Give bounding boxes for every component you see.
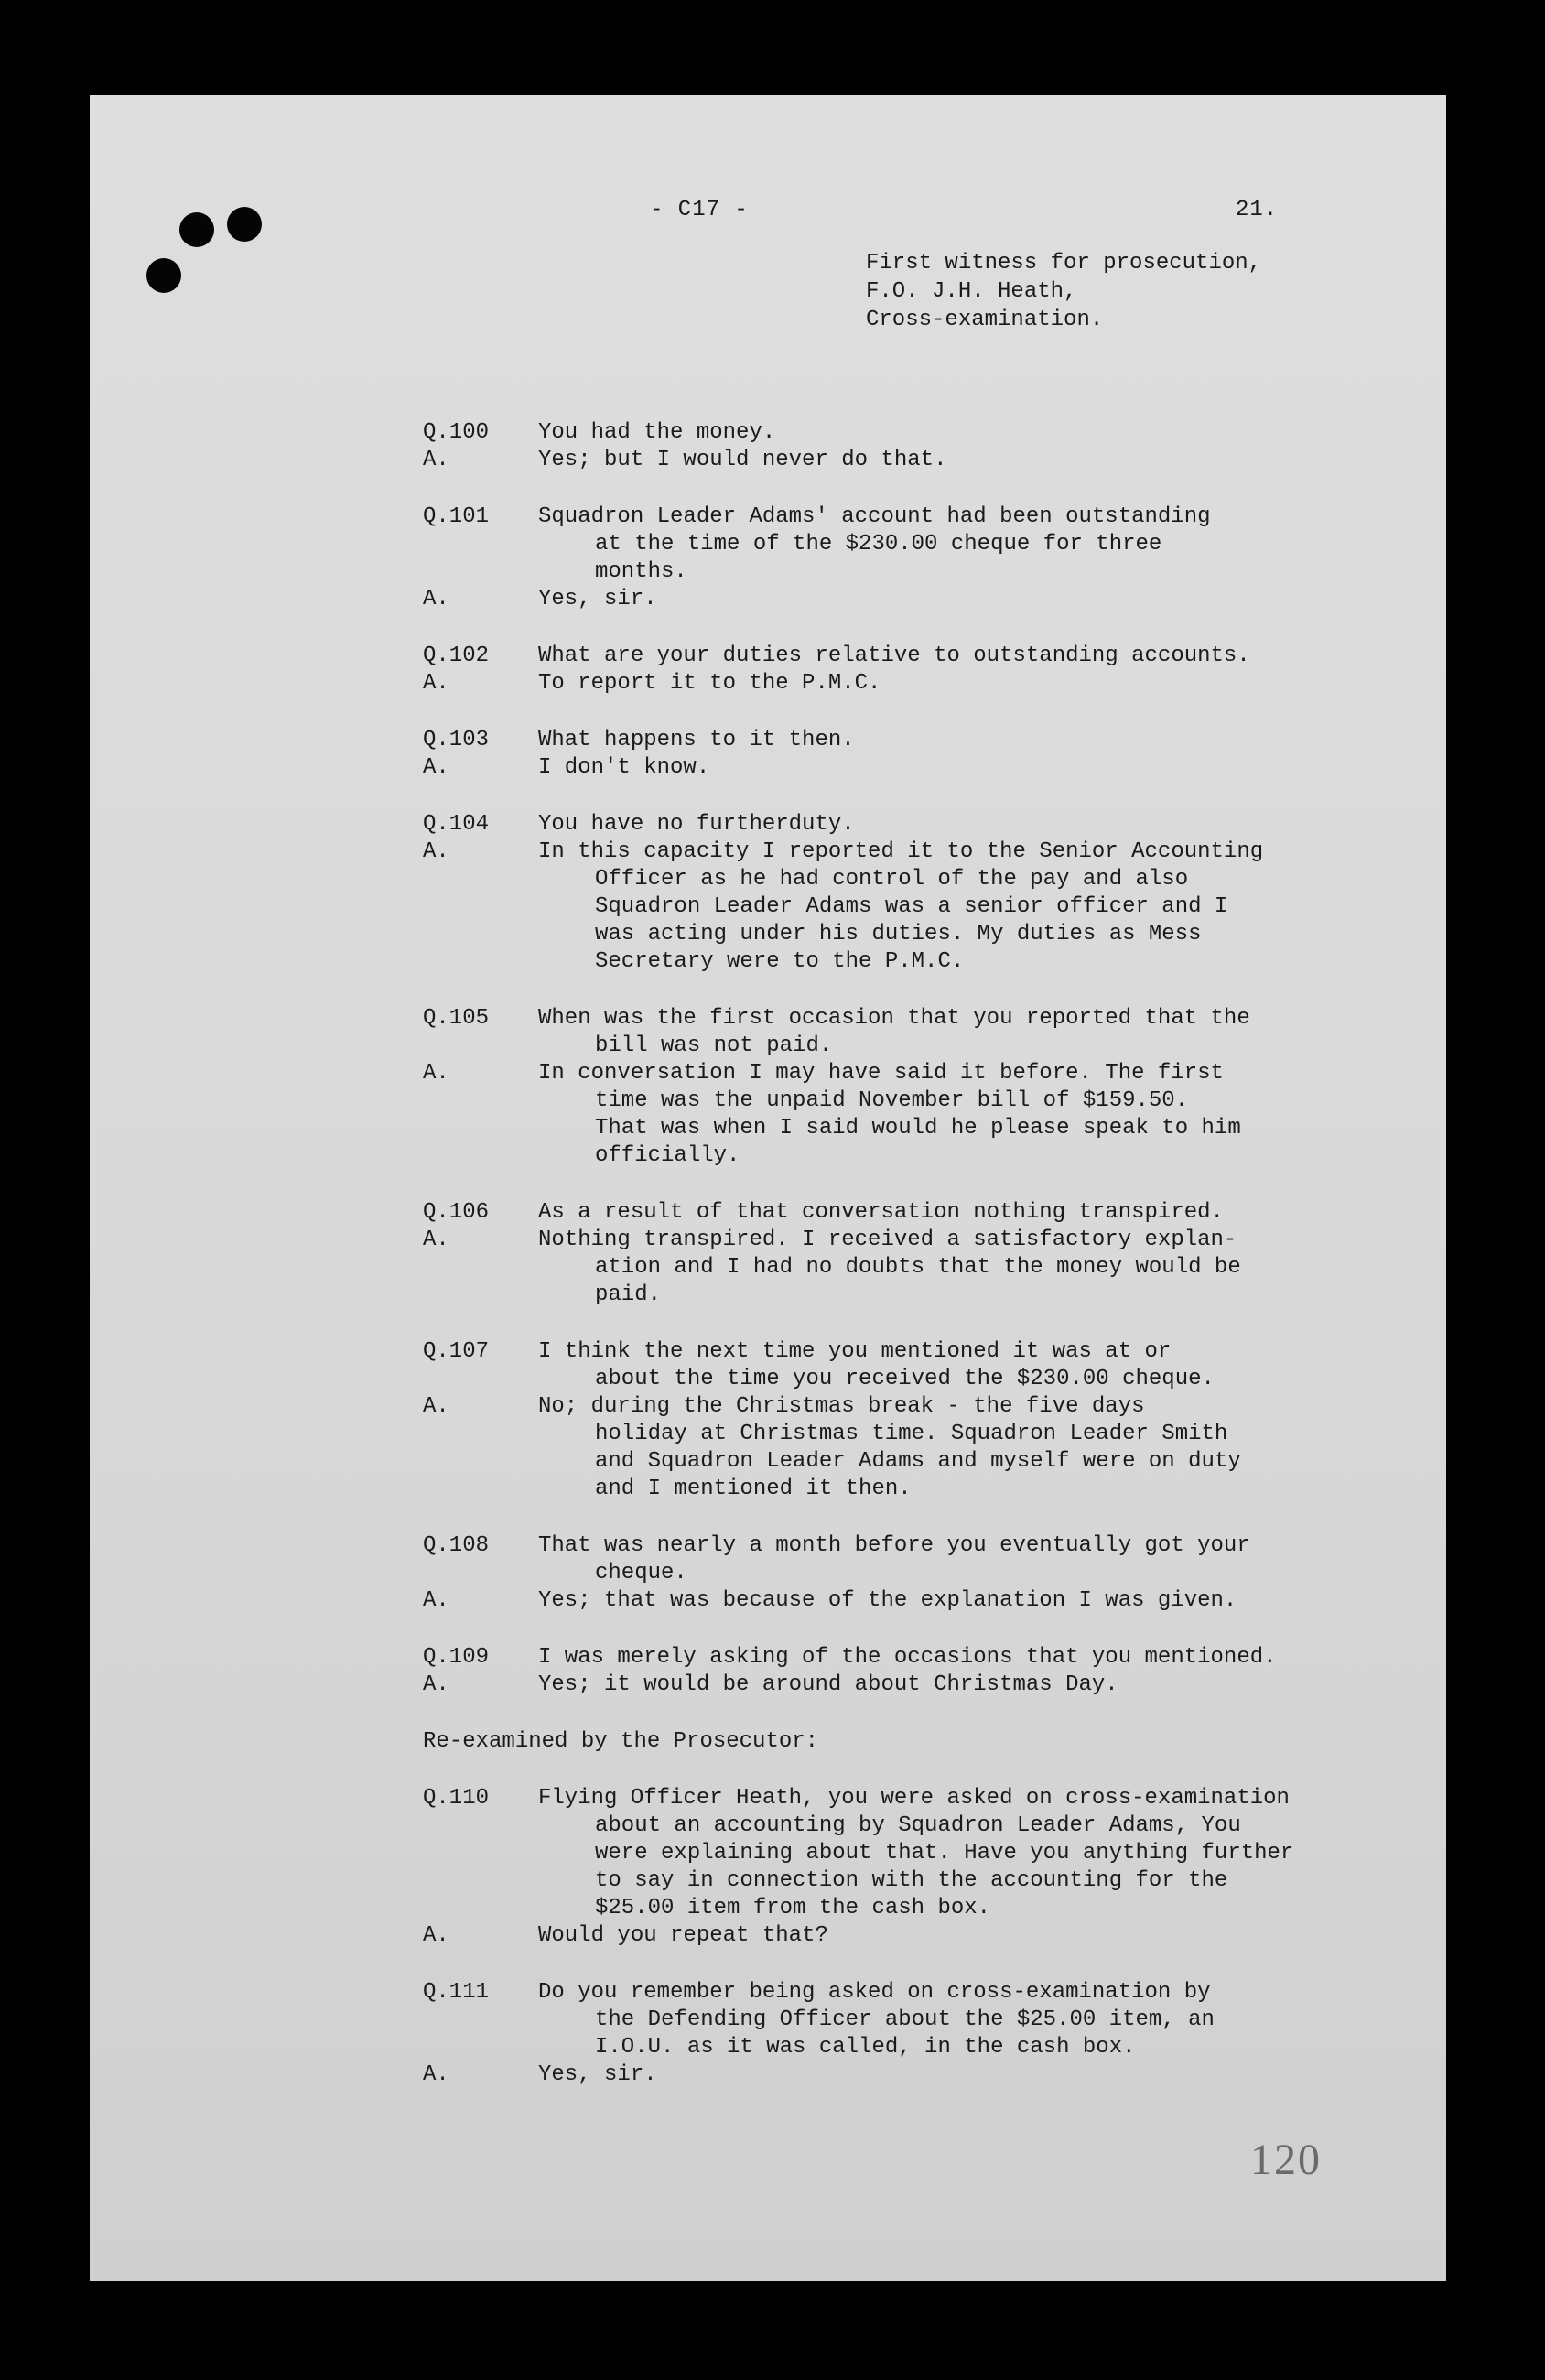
question-line (423, 2034, 1384, 2061)
question-text: You had the money. (538, 420, 776, 445)
answer-line (423, 1587, 1384, 1615)
answer-text: Yes; but I would never do that. (538, 448, 947, 472)
question-text: the Defending Officer about the $25.00 item, an (595, 2007, 1215, 2032)
question-number: Q.101 (423, 504, 490, 529)
answer-label: A. (423, 1923, 449, 1948)
witness-line: Cross-examination. (866, 308, 1104, 332)
answer-label: A. (423, 587, 449, 611)
question-text: I think the next time you mentioned it was at or (538, 1339, 1172, 1364)
question-line (423, 1644, 1384, 1671)
qa-block (423, 503, 1384, 613)
question-line (423, 1867, 1384, 1895)
answer-line (423, 670, 1384, 698)
answer-line (423, 1393, 1384, 1421)
question-text: I was merely asking of the occasions that you mentioned. (538, 1645, 1277, 1670)
question-text: cheque. (595, 1561, 687, 1585)
question-number: Q.102 (423, 644, 490, 668)
question-line (423, 2007, 1384, 2034)
witness-info (866, 249, 1261, 334)
question-text: bill was not paid. (595, 1033, 833, 1058)
question-text: When was the first occasion that you reported that the (538, 1006, 1250, 1031)
transcript-body (423, 419, 1384, 2118)
section-heading: Re-examined by the Prosecutor: (423, 1729, 819, 1754)
question-number: Q.103 (423, 728, 490, 752)
answer-label: A. (423, 755, 449, 780)
question-text: Do you remember being asked on cross-examination by (538, 1980, 1211, 2005)
answer-text: Squadron Leader Adams was a senior officer and I (595, 894, 1228, 919)
answer-text: and Squadron Leader Adams and myself were on duty (595, 1449, 1241, 1474)
question-line (423, 1812, 1384, 1840)
question-line (423, 1560, 1384, 1587)
answer-line (423, 586, 1384, 613)
answer-text: Nothing transpired. I received a satisfactory explan- (538, 1228, 1237, 1252)
answer-line (423, 838, 1384, 866)
qa-block (423, 419, 1384, 474)
answer-text: Would you repeat that? (538, 1923, 828, 1948)
answer-text: In conversation I may have said it before. The first (538, 1061, 1224, 1086)
answer-text: Yes, sir. (538, 2062, 657, 2087)
question-line (423, 531, 1384, 558)
answer-line (423, 1060, 1384, 1087)
question-line (423, 811, 1384, 838)
answer-line (423, 1476, 1384, 1503)
question-line (423, 643, 1384, 670)
answer-text: ation and I had no doubts that the money would be (595, 1255, 1241, 1280)
document-page (90, 95, 1446, 2281)
answer-line (423, 1227, 1384, 1254)
qa-block (423, 1785, 1384, 1950)
answer-text: Yes, sir. (538, 587, 657, 611)
answer-text: officially. (595, 1143, 740, 1168)
answer-line (423, 866, 1384, 893)
question-text: at the time of the $230.00 cheque for three (595, 532, 1162, 557)
answer-line (423, 2061, 1384, 2089)
question-text: months. (595, 559, 687, 584)
question-line (423, 1895, 1384, 1922)
question-number: Q.100 (423, 420, 490, 445)
answer-line (423, 1142, 1384, 1170)
question-text: What are your duties relative to outstanding accounts. (538, 644, 1250, 668)
answer-line (423, 948, 1384, 976)
question-number: Q.111 (423, 1980, 490, 2005)
question-line (423, 1785, 1384, 1812)
qa-block (423, 1005, 1384, 1170)
question-number: Q.108 (423, 1533, 490, 1558)
qa-block (423, 1199, 1384, 1309)
question-text: That was nearly a month before you eventually got your (538, 1533, 1250, 1558)
question-text: As a result of that conversation nothing transpired. (538, 1200, 1224, 1225)
answer-line (423, 1254, 1384, 1282)
question-text: $25.00 item from the cash box. (595, 1896, 991, 1920)
question-line (423, 503, 1384, 531)
answer-text: No; during the Christmas break - the five days (538, 1394, 1145, 1419)
page-stamp: 120 (1250, 2136, 1322, 2184)
question-line (423, 1033, 1384, 1060)
question-number: Q.107 (423, 1339, 490, 1364)
question-text: about an accounting by Squadron Leader Adams, You (595, 1813, 1241, 1838)
qa-block (423, 643, 1384, 698)
answer-text: and I mentioned it then. (595, 1477, 912, 1501)
answer-line (423, 754, 1384, 782)
answer-label: A. (423, 1228, 449, 1252)
qa-block (423, 1979, 1384, 2089)
qa-block (423, 1338, 1384, 1503)
answer-text: holiday at Christmas time. Squadron Leader Smith (595, 1422, 1228, 1446)
question-number: Q.106 (423, 1200, 490, 1225)
answer-line (423, 1087, 1384, 1115)
answer-text: Officer as he had control of the pay and also (595, 867, 1189, 892)
question-line (423, 1532, 1384, 1560)
answer-text: I don't know. (538, 755, 710, 780)
answer-label: A. (423, 2062, 449, 2087)
answer-line (423, 1282, 1384, 1309)
question-text: Squadron Leader Adams' account had been outstanding (538, 504, 1211, 529)
question-number: Q.105 (423, 1006, 490, 1031)
witness-line: First witness for prosecution, (866, 251, 1262, 276)
answer-text: Secretary were to the P.M.C. (595, 949, 965, 974)
question-line (423, 1979, 1384, 2007)
qa-block (423, 811, 1384, 976)
question-number: Q.110 (423, 1786, 490, 1811)
question-line (423, 1366, 1384, 1393)
answer-line (423, 893, 1384, 921)
question-text: about the time you received the $230.00 cheque. (595, 1367, 1215, 1391)
answer-label: A. (423, 448, 449, 472)
page-number: 21. (1236, 198, 1279, 222)
question-line (423, 1005, 1384, 1033)
question-line (423, 1840, 1384, 1867)
punch-hole (146, 258, 181, 293)
answer-text: To report it to the P.M.C. (538, 671, 881, 696)
qa-block (423, 1532, 1384, 1615)
answer-line (423, 1421, 1384, 1448)
answer-text: paid. (595, 1282, 662, 1307)
question-number: Q.109 (423, 1645, 490, 1670)
qa-block (423, 727, 1384, 782)
answer-text: Yes; it would be around about Christmas Day. (538, 1672, 1118, 1697)
answer-label: A. (423, 1061, 449, 1086)
answer-line (423, 447, 1384, 474)
answer-text: In this capacity I reported it to the Senior Accounting (538, 839, 1264, 864)
question-line (423, 1338, 1384, 1366)
document-id: - C17 - (650, 198, 749, 222)
qa-block (423, 1644, 1384, 1699)
answer-line (423, 1922, 1384, 1950)
question-text: You have no furtherduty. (538, 812, 855, 837)
question-text: to say in connection with the accounting for the (595, 1868, 1228, 1893)
answer-label: A. (423, 839, 449, 864)
question-line (423, 558, 1384, 586)
answer-line (423, 1671, 1384, 1699)
answer-label: A. (423, 1588, 449, 1613)
answer-text: Yes; that was because of the explanation I was given. (538, 1588, 1237, 1613)
answer-line (423, 1115, 1384, 1142)
question-text: What happens to it then. (538, 728, 855, 752)
answer-label: A. (423, 1394, 449, 1419)
question-number: Q.104 (423, 812, 490, 837)
question-line (423, 419, 1384, 447)
witness-line: F.O. J.H. Heath, (866, 279, 1077, 304)
question-text: Flying Officer Heath, you were asked on cross-examination (538, 1786, 1290, 1811)
answer-label: A. (423, 671, 449, 696)
question-line (423, 727, 1384, 754)
answer-line (423, 921, 1384, 948)
punch-hole (227, 207, 262, 242)
question-text: I.O.U. as it was called, in the cash box. (595, 2035, 1136, 2060)
answer-text: That was when I said would he please speak to him (595, 1116, 1241, 1141)
question-text: were explaining about that. Have you anything further (595, 1841, 1294, 1866)
question-line (423, 1199, 1384, 1227)
answer-line (423, 1448, 1384, 1476)
answer-text: time was the unpaid November bill of $159.50. (595, 1088, 1189, 1113)
answer-text: was acting under his duties. My duties as Mess (595, 922, 1202, 947)
punch-hole (179, 212, 214, 247)
answer-label: A. (423, 1672, 449, 1697)
